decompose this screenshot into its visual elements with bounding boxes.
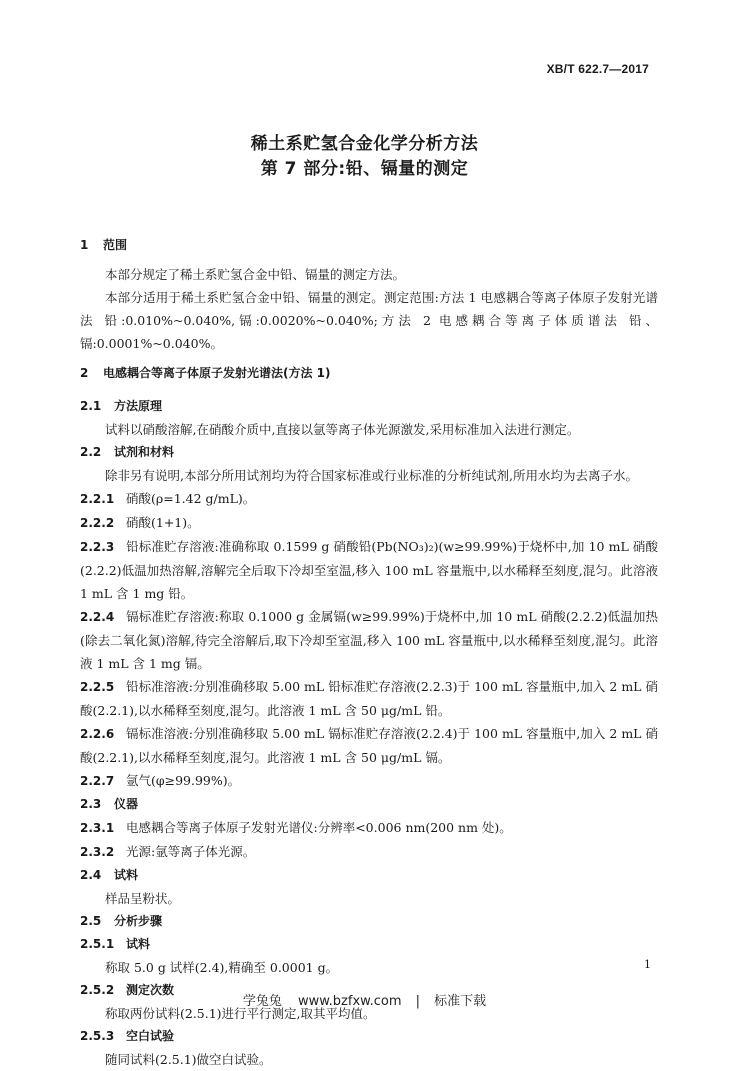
- clause-text: 氩气(φ≥99.99%)。: [126, 773, 241, 788]
- footer-label: 标准下载: [434, 994, 487, 1009]
- subsubsection-number: 2.5.3: [80, 1029, 115, 1043]
- subsubsection-title: 测定次数: [126, 983, 175, 997]
- clause-number: 2.2.2: [80, 516, 115, 530]
- clause-text: 硝酸(ρ=1.42 g/mL)。: [126, 491, 256, 506]
- paragraph: 本部分规定了稀土系贮氢合金中铅、镉量的测定方法。: [105, 267, 406, 282]
- subsection-heading: [80, 864, 658, 887]
- clause-number: 2.3.1: [80, 821, 115, 835]
- subsection-number: 2.4: [80, 868, 102, 882]
- standard-code: XB/T 622.7—2017: [546, 62, 649, 76]
- clause: [80, 722, 658, 769]
- section-number: 1: [80, 238, 89, 252]
- clause-text: 镉标准溶液:分别准确移取 5.00 mL 镉标准贮存溶液(2.2.4)于 100 mL 容量瓶中,加入 2 mL 硝酸(2.2.1),以水稀释至刻度,混匀。此溶液 1 mL 含 50 μg/mL 镉。: [80, 726, 658, 765]
- clause: [80, 487, 658, 511]
- page-number: 1: [644, 958, 651, 971]
- clause-number: 2.2.6: [80, 727, 115, 741]
- subsection-heading: [80, 793, 658, 816]
- clause: [80, 511, 658, 535]
- section-title: 范围: [103, 238, 128, 252]
- paragraph: 称取两份试料(2.5.1)进行平行测定,取其平均值。: [105, 1006, 376, 1021]
- document-body: [80, 233, 658, 1071]
- subsection-number: 2.3: [80, 797, 102, 811]
- subsubsection-heading: [80, 933, 658, 956]
- subsection-heading: [80, 910, 658, 933]
- section-number: 2: [80, 366, 89, 380]
- clause-number: 2.3.2: [80, 845, 115, 859]
- paragraph: 样品呈粉状。: [105, 891, 181, 906]
- clause: [80, 535, 658, 605]
- paragraph: 随同试料(2.5.1)做空白试验。: [105, 1052, 272, 1067]
- footer-url[interactable]: www.bzfxw.com: [297, 994, 402, 1009]
- clause-text: 镉标准贮存溶液:称取 0.1000 g 金属镉(w≥99.99%)于烧杯中,加 10 mL 硝酸(2.2.2)低温加热(除去二氧化氮)溶解,待完全溶解后,取下冷却至室温,移入 100 mL 容量瓶中,以水稀释至刻度,混匀。此溶液 1 mL 含 1 mg 镉。: [80, 609, 658, 671]
- subsubsection-heading: [80, 1025, 658, 1048]
- subsection-title: 仪器: [114, 797, 139, 811]
- clause-number: 2.2.4: [80, 610, 115, 624]
- document-title: [0, 132, 729, 182]
- clause-number: 2.2.1: [80, 492, 115, 506]
- subsection-title: 试剂和材料: [114, 445, 175, 459]
- paragraph: 试料以硝酸溶解,在硝酸介质中,直接以氩等离子体光源激发,采用标准加入法进行测定。: [105, 422, 580, 437]
- subsubsection-title: 试料: [126, 937, 151, 951]
- section-1-heading: [80, 233, 658, 257]
- clause-text: 光源:氩等离子体光源。: [126, 844, 256, 859]
- title-line-1: 稀土系贮氢合金化学分析方法: [250, 134, 479, 154]
- clause: [80, 675, 658, 722]
- subsection-number: 2.2: [80, 445, 102, 459]
- paragraph: 除非另有说明,本部分所用试剂均为符合国家标准或行业标准的分析纯试剂,所用水均为去离子水。: [105, 468, 638, 483]
- clause-text: 铅标准溶液:分别准确移取 5.00 mL 铅标准贮存溶液(2.2.3)于 100 mL 容量瓶中,加入 2 mL 硝酸(2.2.1),以水稀释至刻度,混匀。此溶液 1 mL 含 50 μg/mL 铅。: [80, 679, 658, 718]
- subsubsection-title: 空白试验: [126, 1029, 175, 1043]
- section-2-heading: [80, 361, 658, 385]
- footer-site-name: 学兔兔: [242, 994, 282, 1009]
- title-line-2: 第 7 部分:铅、镉量的测定: [260, 159, 469, 179]
- subsubsection-number: 2.5.2: [80, 983, 115, 997]
- clause: [80, 605, 658, 675]
- clause-text: 硝酸(1+1)。: [126, 515, 200, 530]
- subsection-number: 2.5: [80, 914, 102, 928]
- clause-text: 电感耦合等离子体原子发射光谱仪:分辨率<0.006 nm(200 nm 处)。: [126, 820, 512, 835]
- subsection-title: 方法原理: [114, 399, 163, 413]
- clause: [80, 769, 658, 793]
- subsubsection-number: 2.5.1: [80, 937, 115, 951]
- subsection-number: 2.1: [80, 399, 102, 413]
- clause-text: 铅标准贮存溶液:准确称取 0.1599 g 硝酸铅(Pb(NO₃)₂)(w≥99.99%)于烧杯中,加 10 mL 硝酸(2.2.2)低温加热溶解,溶解完全后取下冷却至室温,移入 100 mL 容量瓶中,以水稀释至刻度,混匀。此溶液 1 mL 含 1 mg 铅。: [80, 539, 658, 601]
- clause-number: 2.2.5: [80, 680, 115, 694]
- clause-number: 2.2.7: [80, 774, 115, 788]
- paragraph: 称取 5.0 g 试样(2.4),精确至 0.0001 g。: [105, 960, 339, 975]
- clause: [80, 816, 658, 840]
- section-title: 电感耦合等离子体原子发射光谱法(方法 1): [103, 366, 331, 380]
- clause: [80, 840, 658, 864]
- footer-watermark: [0, 990, 729, 1009]
- footer-separator: |: [415, 994, 421, 1009]
- clause-number: 2.2.3: [80, 540, 115, 554]
- subsection-heading: [80, 441, 658, 464]
- subsection-heading: [80, 395, 658, 418]
- subsection-title: 试料: [114, 868, 139, 882]
- subsection-title: 分析步骤: [114, 914, 163, 928]
- paragraph: 本部分适用于稀土系贮氢合金中铅、镉量的测定。测定范围:方法 1 电感耦合等离子体原子发射光谱法 铅:0.010%~0.040%,镉:0.0020%~0.040%;方法 2 电感耦合等离子体质谱法 铅、镉:0.0001%~0.040%。: [80, 290, 658, 351]
